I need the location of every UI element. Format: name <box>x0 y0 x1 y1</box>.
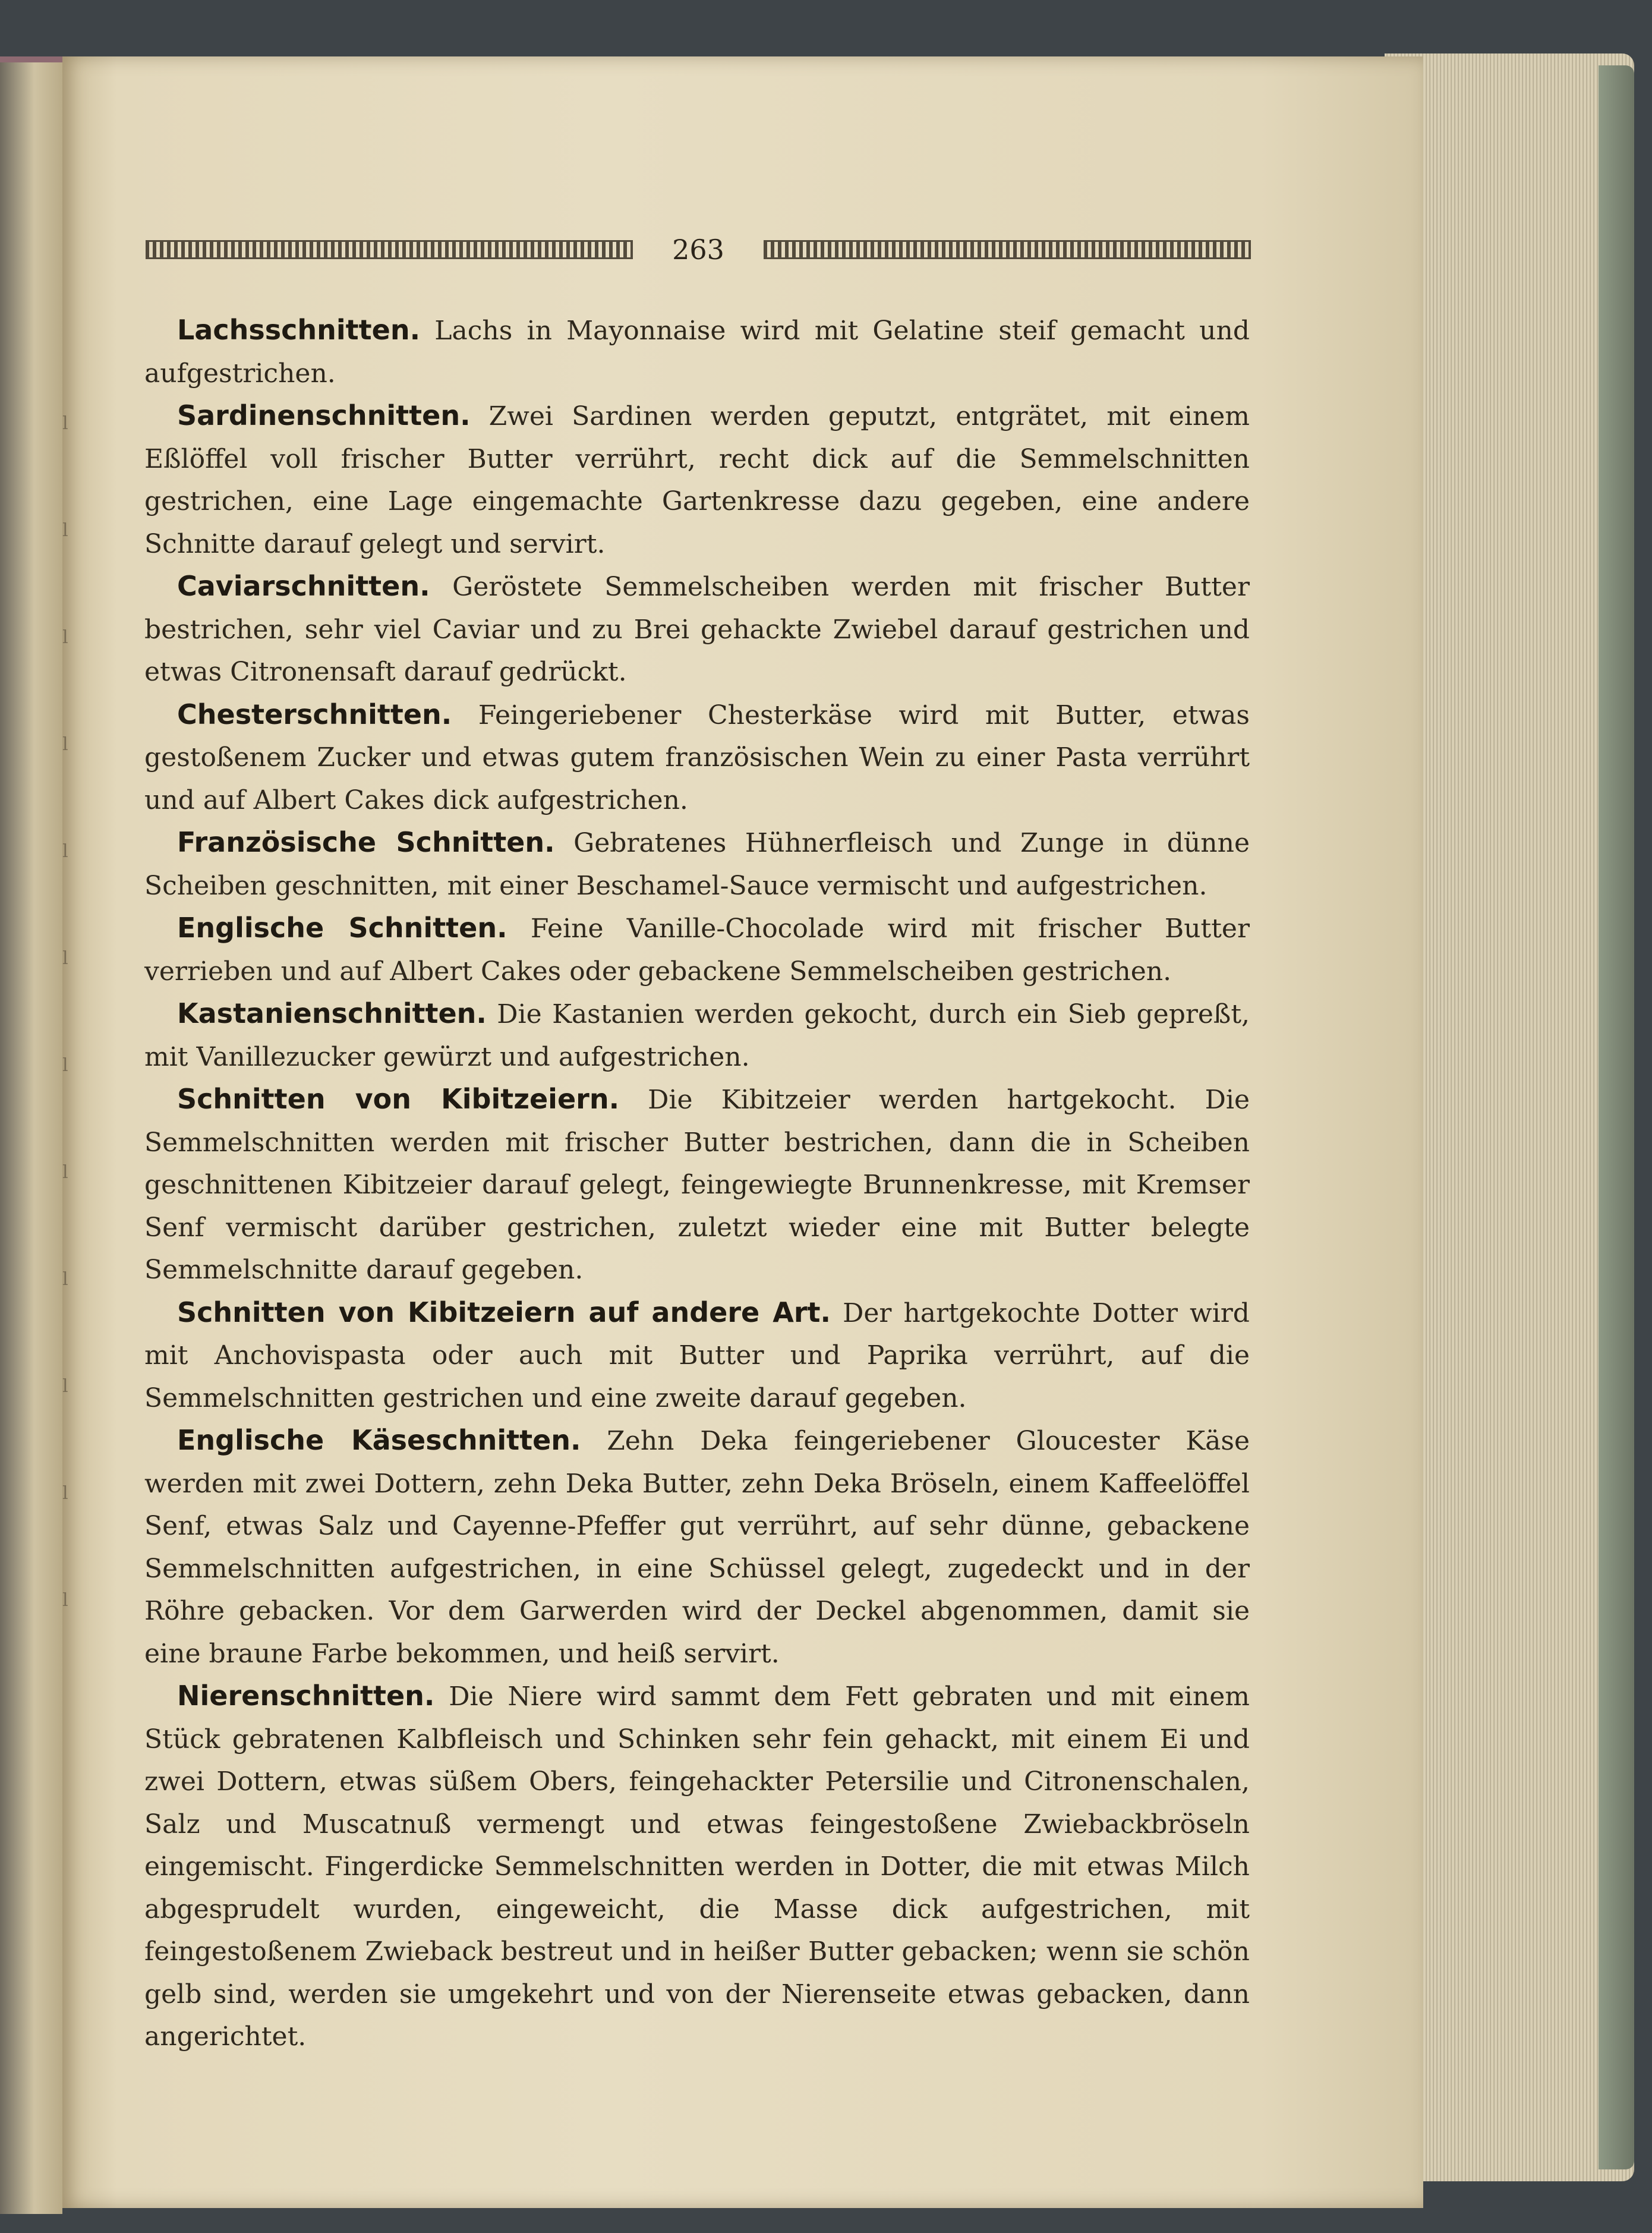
recipe-body: Der hartgekochte Dotter wird mit Anchovispasta oder auch mit Butter und Paprika verrührt, auf die Semmelschnitten gestrichen und eine zweite darauf gegeben. <box>144 1297 1250 1413</box>
recipe-title: Caviarschnitten. <box>177 570 430 602</box>
recipe-body: Die Kastanien werden gekocht, durch ein Sieb gepreßt, mit Vanillezucker gewürzt und aufgestrichen. <box>144 999 1250 1072</box>
recipe-entry <box>144 694 1250 822</box>
recipe-title: Sardinenschnitten. <box>177 399 471 432</box>
recipe-text <box>144 309 1250 2058</box>
recipe-body: Feingeriebener Chesterkäse wird mit Butter, etwas gestoßenem Zucker und etwas gutem französischen Wein zu einer Pasta verrührt und auf Albert Cakes dick aufgestrichen. <box>144 700 1250 815</box>
recipe-title: Französische Schnitten. <box>177 826 555 858</box>
recipe-body: Zehn Deka feingeriebener Gloucester Käse werden mit zwei Dottern, zehn Deka Butter, zehn Deka Bröseln, einem Kaffeelöffel Senf, etwas Salz und Cayenne-Pfeffer gut verrührt, auf sehr dünne, gebackene Semmelschnitten aufgestrichen, in eine Schüssel gelegt, zugedeckt und in der Röhre gebacken. Vor dem Garwerden wird der Deckel abgenommen, damit sie eine braune Farbe bekommen, und heiß servirt. <box>144 1426 1250 1669</box>
recipe-body: Die Niere wird sammt dem Fett gebraten und mit einem Stück gebratenen Kalbfleisch und Schinken sehr fein gehackt, mit einem Ei und zwei Dottern, etwas süßem Obers, feingehackter Petersilie und Citronenschalen, Salz und Muscatnuß vermengt und etwas feingestoßene Zwiebackbröseln eingemischt. Fingerdicke Semmelschnitten werden in Dotter, die mit etwas Milch abgesprudelt wurden, eingeweicht, die Masse dick aufgestrichen, mit feingestoßenem Zwieback bestreut und in heißer Butter gebacken; wenn sie schön gelb sind, werden sie umgekehrt und von der Nierenseite etwas gebacken, dann angerichtet. <box>144 1681 1250 2052</box>
left-page-edge <box>0 56 62 2214</box>
page-number: 263 <box>672 234 724 266</box>
recipe-entry <box>144 565 1250 694</box>
recipe-body: Gebratenes Hühnerfleisch und Zunge in dünne Scheiben geschnitten, mit einer Beschamel-Sauce vermischt und aufgestrichen. <box>144 828 1250 901</box>
recipe-body: Feine Vanille-Chocolade wird mit frischer Butter verrieben und auf Albert Cakes oder gebackene Semmelscheiben gestrichen. <box>144 914 1250 987</box>
recipe-entry <box>144 395 1250 565</box>
recipe-title: Schnitten von Kibitzeiern. <box>177 1083 620 1115</box>
recipe-title: Kastanienschnitten. <box>177 997 487 1029</box>
recipe-entry <box>144 1292 1250 1420</box>
book-cover-edge <box>1599 65 1634 2169</box>
recipe-title: Lachsschnitten. <box>177 314 421 346</box>
recipe-body: Die Kibitzeier werden hartgekocht. Die Semmelschnitten werden mit frischer Butter bestrichen, dann die in Scheiben geschnittenen Kibitzeier darauf gelegt, feingewiegte Brunnenkresse, mit Kremser Senf vermischt darüber gestrichen, zuletzt wieder eine mit Butter belegte Semmelschnitte darauf gegeben. <box>144 1085 1250 1285</box>
recipe-body: Lachs in Mayonnaise wird mit Gelatine steif gemacht und aufgestrichen. <box>144 316 1250 389</box>
recipe-title: Chesterschnitten. <box>177 698 452 730</box>
header-ornament-right <box>764 240 1251 259</box>
recipe-entry <box>144 907 1250 993</box>
recipe-title: Englische Käseschnitten. <box>177 1424 581 1456</box>
recipe-entry <box>144 821 1250 907</box>
recipe-body: Zwei Sardinen werden geputzt, entgrätet, mit einem Eßlöffel voll frischer Butter verrührt, recht dick auf die Semmelschnitten gestrichen, eine Lage eingemachte Gartenkresse dazu gegeben, eine andere Schnitte darauf gelegt und servirt. <box>144 401 1250 559</box>
recipe-entry <box>144 1419 1250 1675</box>
margin-bleedthrough: ⅼ ⅼ ⅼ ⅼ ⅼ ⅼ ⅼ ⅼ ⅼ ⅼ ⅼ ⅼ <box>62 413 68 1611</box>
page-header <box>146 229 1251 270</box>
recipe-title: Nierenschnitten. <box>177 1680 435 1712</box>
recipe-title: Englische Schnitten. <box>177 912 507 944</box>
recipe-body: Geröstete Semmelscheiben werden mit frischer Butter bestrichen, sehr viel Caviar und zu Brei gehackte Zwiebel darauf gestrichen und etwas Citronensaft darauf gedrückt. <box>144 572 1250 687</box>
recipe-entry <box>144 309 1250 395</box>
recipe-title: Schnitten von Kibitzeiern auf andere Art. <box>177 1296 831 1328</box>
recipe-entry <box>144 993 1250 1078</box>
recipe-entry <box>144 1078 1250 1292</box>
header-ornament-left <box>146 240 633 259</box>
recipe-entry <box>144 1675 1250 2058</box>
